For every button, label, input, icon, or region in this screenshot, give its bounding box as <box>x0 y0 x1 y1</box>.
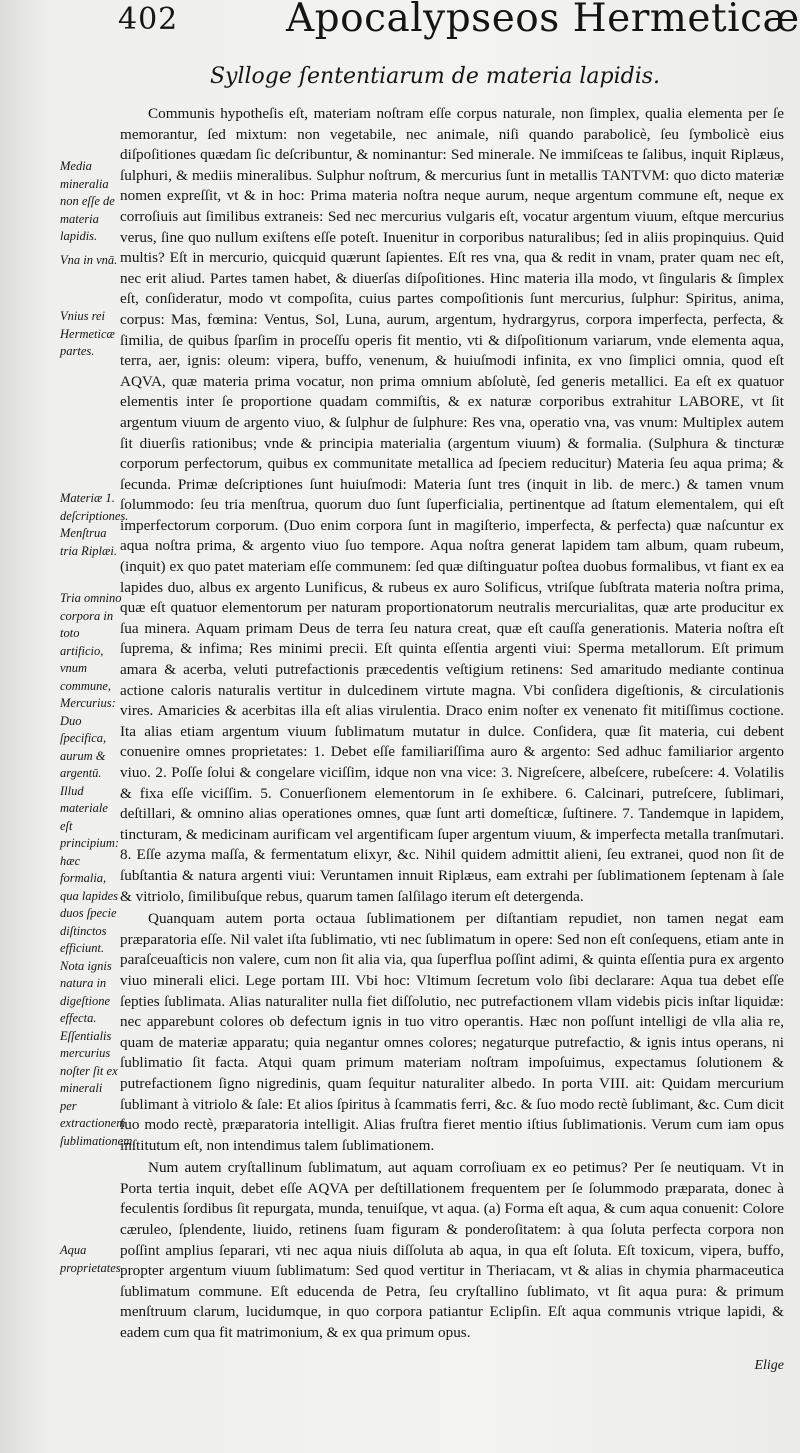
running-head: Apocalypseos Hermeticæ <box>286 0 800 41</box>
main-text <box>120 104 784 1344</box>
marginal-note: Materiæ 1. deſcriptiones. Menſtrua tria Riplæi. <box>60 491 129 558</box>
page-number: 402 <box>118 2 179 37</box>
marginal-note: Tria omnino corpora in toto artificio, vnum commune, Mercurius: Duo ſpecifica, aurum & argentū. Illud materiale eſt principium: hæc formalia, qua lapides duos ſpecie diſtinctos efficiunt. Nota ignis natura in digeſtione effecta. Eſſentialis mercurius noſter ſit ex minerali per extractionem ſublimationem. <box>60 591 136 1148</box>
catchword: Elige <box>754 1358 784 1373</box>
marginal-note: Vna in vnā. <box>60 253 118 267</box>
marginal-note: Media mineralia non eſſe de materia lapidis. <box>60 159 115 243</box>
marginal-note: Vnius rei Hermeticæ partes. <box>60 309 115 358</box>
section-title: Sylloge ſententiarum de materia lapidis. <box>209 64 661 89</box>
marginal-note: Aqua proprietates. <box>60 1243 124 1275</box>
paragraph: Communis hypotheſis eſt, materiam noſtram eſſe corpus naturale, non ſimplex, qualia elementa per ſe memorantur, ſed mixtum: non vegetabile, nec animale, niſi quando parabolicè, ſeu ſymbolicè eius diſpoſitiones quædam ſic deſcribuntur, & nominantur: Sed minerale. Ne immiſceas te ſalibus, inquit Riplæus, ſulphuri, & mediis mineralibus. Sulphur noſtrum, & mercurius ſunt in metallis TANTVM: quo dicto materiæ nomen expreſſit, vt & in hoc: Prima materia noſtra neque aurum, neque argentum commune eſt, neque ex corroſiuis aut ſimilibus extraneis: Sed nec mercurius vulgaris eſt, vocatur argentum viuum, eſtque mercurius verus, ſine quo nullum exiſtens eſſe poteſt. Inuenitur in corporibus naturalibus; ſed in aliis propinquius. Quid multis? Eſt in mercurio, quicquid quærunt ſapientes. Eſt res vna, qua & redit in vnam, prater quam nec eſt, nec erit aliud. Partes tamen habet, & diuerſas diſpoſitiones. Hinc materia illa modo, vt ſingularis & ſimplex eſt, conſideratur, modo vt compoſita, cuius partes compoſitionis ſunt mercurius, ſulphur: Spiritus, anima, corpus: Mas, fœmina: Ventus, Sol, Luna, aurum, argentum, hydrargyrus, corpora imperfecta, perfecta, & ſimilia, de quibus ſparſim in proceſſu operis fit mentio, vti & diſpoſitionum variarum, vnde elementa aqua, terra, aer, ignis: oleum: vipera, buffo, venenum, & huiuſmodi infinita, ex vno ſimplici omnia, quod eſt AQVA, quæ materia prima vocatur, non prima omnium abſolutè, ſed generis metallici. Ea eſt ex quatuor elementis inter ſe proportione quadam commiſtis, & ex naturæ corporibus extrahitur LABORE, vt ſit argentum viuum de argento viuo, & ſulphur de ſulphure: Res vna, operatio vna, vas vnum: Multiplex autem ſit diuerſis rationibus; vnde & principia materialia (argentum viuum) & formalia. (Sulphura & tincturæ corporum perfectorum, quibus ex communitate metallica ad ſpeciem reducitur) Materia ſeu aqua prima; & ſecunda. Primæ deſcriptiones ſunt huiuſmodi: Materia ſunt tres (inquit in lib. de merc.) & tamen vnum ſolummodo: ſeu tria menſtrua, quorum duo ſunt ſuperficialia, pertinentque ad ſtatum elementalem, qui eſt imperfectorum corporum. (Duo enim corpora ſunt in magiſterio, imperfecta, & perfecta) quæ naſcuntur ex aqua noſtra prima, & argento viuo ſuo tempore. Aqua noſtra generat lapidem tam album, quam rubeum, (inquit) ex quo patet materiam eſſe communem: ſed quæ diſtinguatur poſtea duobus formalibus, vt fiant ex ea lapides duo, albus ex argento Lunificus, & rubeus ex auro Solificus, vtriſque ſubſtrata materia noſtra prima, quæ eſt quatuor elementorum per naturam proportionatorum neutralis mercurialitas, quæ arte producitur ex ſua minera. Aquam primam Deus de terra ſeu natura creat, quæ eſt cauſſa generationis. Materia noſtra eſt ſuprema, & infima; Res minimi precii. Eſt quinta eſſentia argenti viui: Sperma metallorum. Eſt primum amara & acerba, veluti putrefactionis præcedentis veſtigium retinens: Sed amaritudo mediante continua actione caloris naturalis vertitur in dulcedinem virtute magna. Vbi conſidera digeſtionis, & circulationis vires. Amaricies & acerbitas illa eſt alias virulentia. Draco enim noſter ex venenato fit mitiſſimus coctione. Ita alias etiam argentum viuum ſublimatum mutatur in dulce. Conſidera, quæ ſit materia, cui debent conuenire omnes proprietates: 1. Debet eſſe familiariſſima auro & argento: Sed adhuc familiarior argento viuo. 2. Poſſe ſolui & congelare viciſſim, idque non vna vice: 3. Nigreſcere, albeſcere, rubeſcere: 4. Volatilis & fixa eſſe viciſſim. 5. Conuerſionem elementorum in ſe exhibere. 6. Calcinari, putreſcere, ſublimari, deſtillari, & omnino alias operationes omnes, quæ ſunt arti domeſticæ, ſuſtinere. 7. Tandemque in lapidem, tincturam, & medicinam aurificam vel argentificam ſuper argentum viuum, & imperfecta metalla tranſmutari. 8. Eſſe azyma maſſa, & fermentatum elixyr, &c. Nihil quidem admittit alieni, ſeu extranei, quod non ſit de ſubſtantia & natura argenti viui: Veruntamen innuit Riplæus, eam extrahi per ſublimationem ſeptenam à ſale & vitriolo, ſimilibuſque rebus, quarum tamen ſalſilago iterum eſt detergenda. <box>120 105 784 905</box>
paragraph: Quanquam autem porta octaua ſublimationem per diſtantiam repudiet, non tamen negat eam præparatoria eſſe. Nil valet iſta ſublimatio, vti nec ſublimatum in opere: Sed non eſt conſequens, etiam ante in paraſceuaſticis non valere, cum non ſit alia via, qua ſuperflua poſſint adimi, & quinta eſſentia pura ex argento viuo minerali elici. Lege portam III. Vbi hoc: Vltimum ſecretum volo ſibi declarare: Aqua tua debet eſſe ſepties ſublimata. Alias naturaliter nulla fiet diſſolutio, nec putrefactionem vllam videbis picis inſtar liquidæ: nec apparebunt colores ob defectum ignis in tuo vitro operantis. Hæc non poſſunt intelligi de vlla alia re, quam de materiæ apparatu; quia negantur omnes colores; negaturque putrefactio, & ignis intus operans, ni ſublimatio ſit facta. Atqui quam primum materiam noſtram impoſuimus, expectamus ſolutionem & putrefactionem ſigno nigredinis, quam ſequitur naturaliter albedo. In porta VIII. ait: Quidam mercurium ſublimant à vitriolo & ſale: Et alios ſpiritus à ſcammatis ferri, &c. & ſuo modo rectè ſublimant, &c. Cum dicit ſuo modo rectè, præparatoria intelligit. Alias fruſtra fieret mentio iſtius ſublimationis. Verum cum iam opus inſtitutum eſt, non intendimus talem ſublimationem. <box>120 910 784 1154</box>
paragraph: Num autem cryſtallinum ſublimatum, aut aquam corroſiuam ex eo petimus? Per ſe neutiquam. Vt in Porta tertia inquit, debet eſſe AQVA per deſtillationem frequentem per ſe ſolummodo præparata, donec à feculentis ſordibus ſit repurgata, munda, tenuiſque, vt aqua. (a) Forma eſt aqua, & cum aqua conuenit: Colore cæruleo, ſplendente, liuido, retinens ſuam figuram & ponderoſitatem: à qua ſoluta perfecta corpora non poſſint amplius ſeparari, vti nec aqua niuis diſſoluta ab aqua, in qua eſt ſoluta. Eſt toxicum, vipera, buffo, propter argentum viuum ſublimatum: Sed quod vertitur in Theriacam, vt & alias in chymia pharmaceutica ſublimatum commune. Eſt educenda de Petra, ſeu cryſtallino ſublimato, vt ſit aqua pura: & primum menſtruum clarum, lucidumque, in quo corpora patiantur Eclipſin. Eſt aqua communis vtrique lapidi, & eadem cum qua fit matrimonium, & ex qua primum opus. <box>120 1159 784 1342</box>
